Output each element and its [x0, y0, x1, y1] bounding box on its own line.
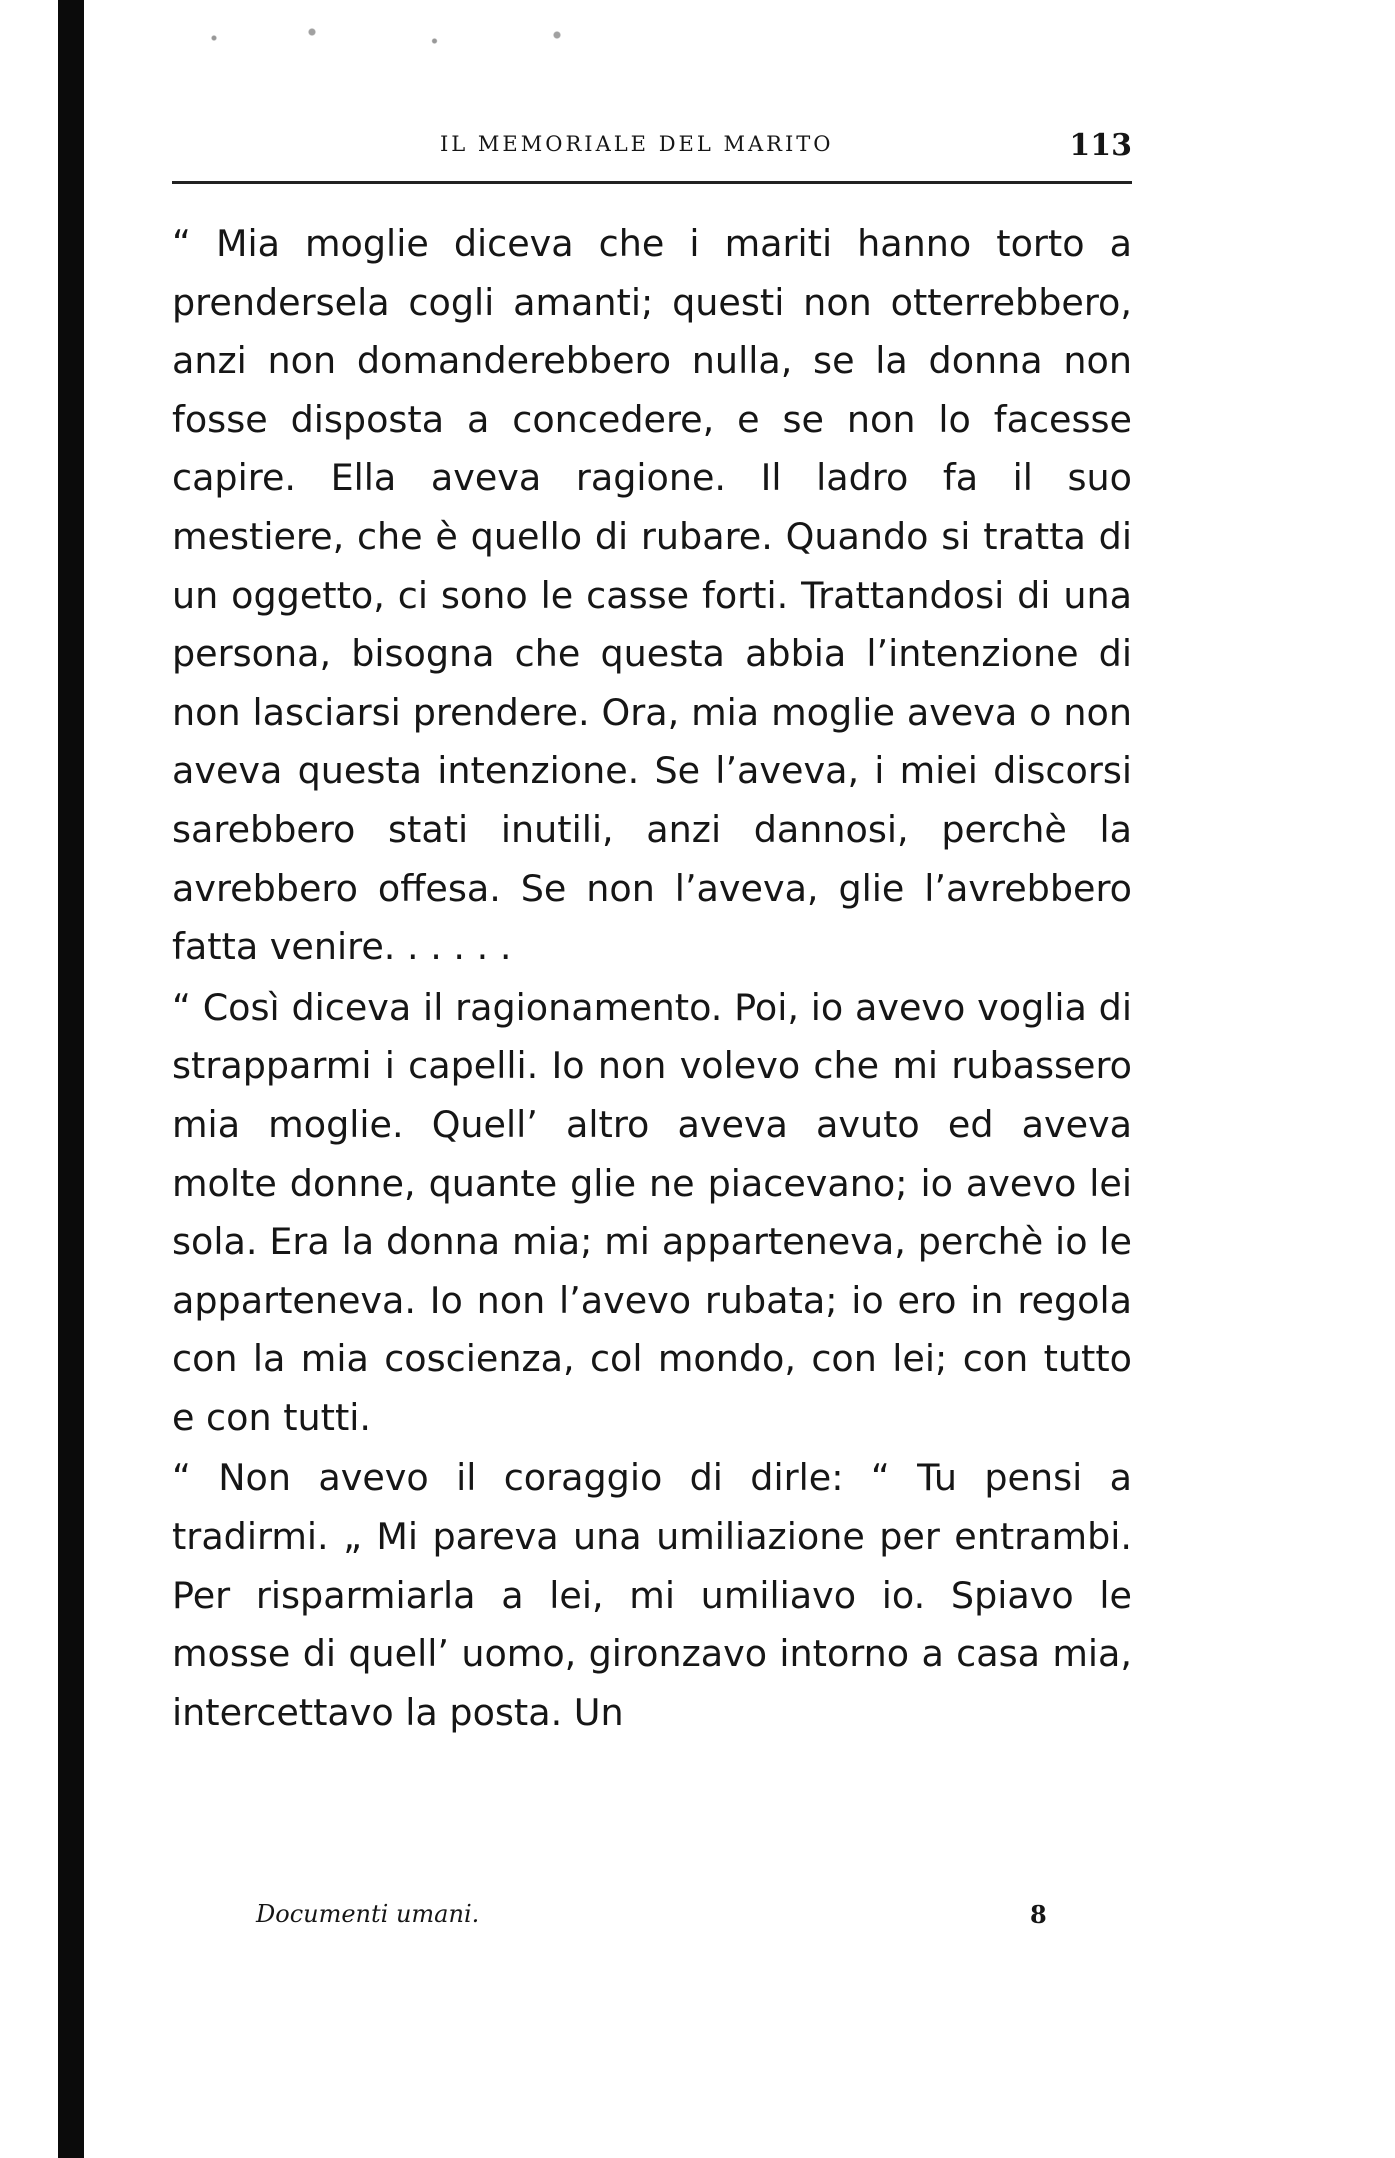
book-spine-shadow	[58, 0, 84, 2158]
body-text	[172, 215, 1132, 1742]
signature-title: Documenti umani.	[256, 1900, 480, 1928]
paragraph: “ Così diceva il ragionamento. Poi, io avevo voglia di strapparmi i capelli. Io non volevo che mi rubassero mia moglie. Quell’ altro aveva avuto ed aveva molte donne, quante glie ne piacevano; io avevo lei sola. Era la donna mia; mi apparteneva, perchè io le apparteneva. Io non l’avevo rubata; io ero in regola con la mia coscienza, col mondo, con lei; con tutto e con tutti.	[172, 985, 1132, 1439]
page-footer	[256, 1900, 1056, 1940]
signature-number: 8	[1030, 1900, 1047, 1929]
running-title: IL MEMORIALE DEL MARITO	[440, 132, 834, 156]
scan-speckle	[165, 14, 655, 74]
paragraph: “ Non avevo il coraggio di dirle: “ Tu pensi a tradirmi. „ Mi pareva una umiliazione per entrambi. Per risparmiarla a lei, mi umiliavo io. Spiavo le mosse di quell’ uomo, gironzavo intorno a casa mia, intercettavo la posta. Un	[172, 1456, 1132, 1734]
paragraph: “ Mia moglie diceva che i mariti hanno torto a prendersela cogli amanti; questi non otterrebbero, anzi non domanderebbero nulla, se la donna non fosse disposta a concedere, e se non lo facesse capire. Ella aveva ragione. Il ladro fa il suo mestiere, che è quello di rubare. Quando si tratta di un oggetto, ci sono le casse forti. Trattandosi di una persona, bisogna che questa abbia l’intenzione di non lasciarsi prendere. Ora, mia moglie aveva o non aveva questa intenzione. Se l’aveva, i miei discorsi sarebbero stati inutili, anzi dannosi, perchè la avrebbero offesa. Se non l’aveva, glie l’avrebbero fatta venire. . . . . .	[172, 222, 1132, 969]
page-header	[172, 128, 1132, 168]
page-number: 113	[1069, 128, 1132, 163]
header-rule	[172, 181, 1132, 184]
